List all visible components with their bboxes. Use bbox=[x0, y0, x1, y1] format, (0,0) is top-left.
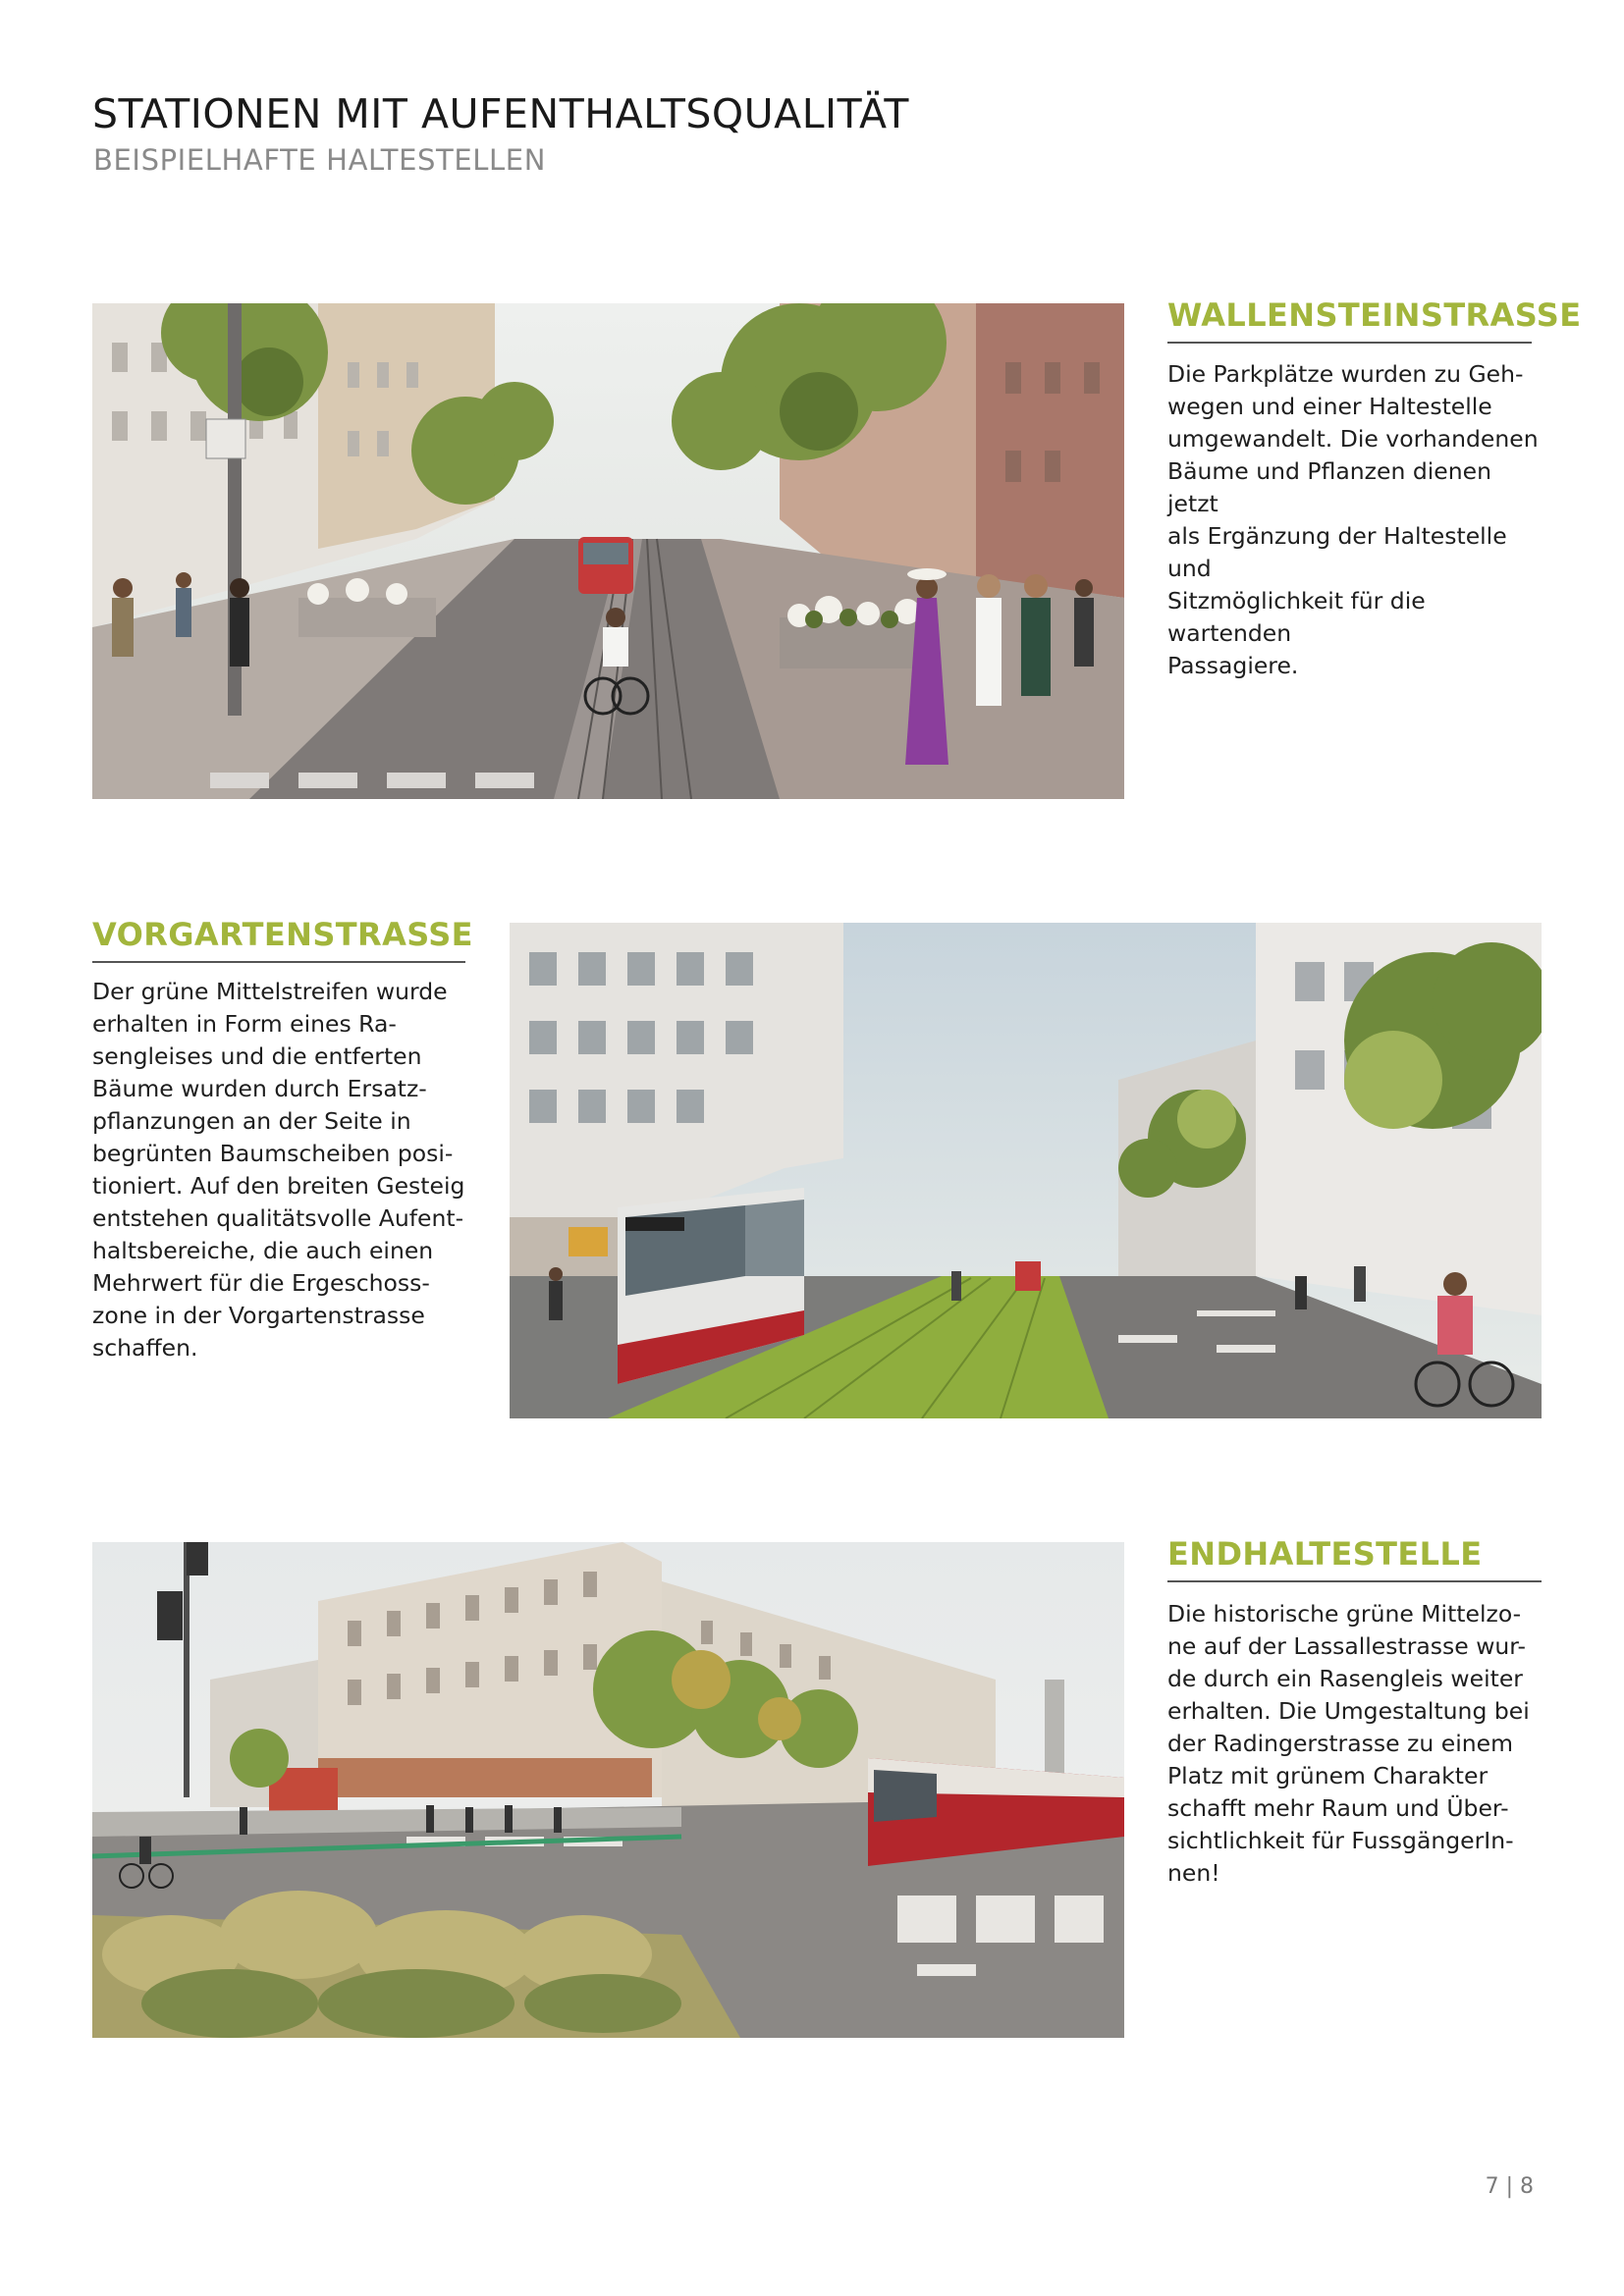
section-heading-wallensteinstrasse: WALLENSTEINSTRASSE bbox=[1167, 298, 1532, 344]
section-text-vorgartenstrasse: Der grüne Mittelstreifen wurde erhalten in Form eines Ra- sengleises und die entferten Bäume wurden durch Ersatz- pflanzungen an der Seite in begrünten Baumscheiben posi- tioniert. Auf den breiten Gesteig entstehen qualitätsvolle Aufent- haltsbereiche, die auch einen Mehrwert für die Ergeschoss- zone in der Vorgartenstrasse schaffen. bbox=[92, 978, 465, 1362]
endhaltestelle-rendering bbox=[92, 1542, 1124, 2038]
page-number: 7 | 8 bbox=[1485, 2174, 1534, 2199]
section-text-wallensteinstrasse: Die Parkplätze wurden zu Geh- wegen und einer Haltestelle umgewandelt. Die vorhandenen Bäume und Pflanzen dienen jetzt als Ergänzung der Haltestelle und Sitzmöglichkeit für die wartenden Passagiere. bbox=[1167, 360, 1539, 679]
section-text-endhaltestelle: Die historische grüne Mittelzo- ne auf der Lassallestrasse wur- de durch ein Rasengleis weiter erhalten. Die Umgestaltung bei der Radingerstrasse zu einem Platz mit grünem Charakter schafft mehr Raum und Über- sichtlichkeit für FussgängerIn- nen! bbox=[1167, 1600, 1530, 1887]
section-heading-endhaltestelle: ENDHALTESTELLE bbox=[1167, 1537, 1542, 1582]
page-title: STATIONEN MIT AUFENTHALTSQUALITÄT bbox=[92, 90, 909, 137]
vorgartenstrasse-rendering bbox=[510, 923, 1542, 1418]
page-subtitle: BEISPIELHAFTE HALTESTELLEN bbox=[93, 143, 546, 177]
wallensteinstrasse-rendering bbox=[92, 303, 1124, 799]
section-heading-vorgartenstrasse: VORGARTENSTRASSE bbox=[92, 918, 465, 963]
